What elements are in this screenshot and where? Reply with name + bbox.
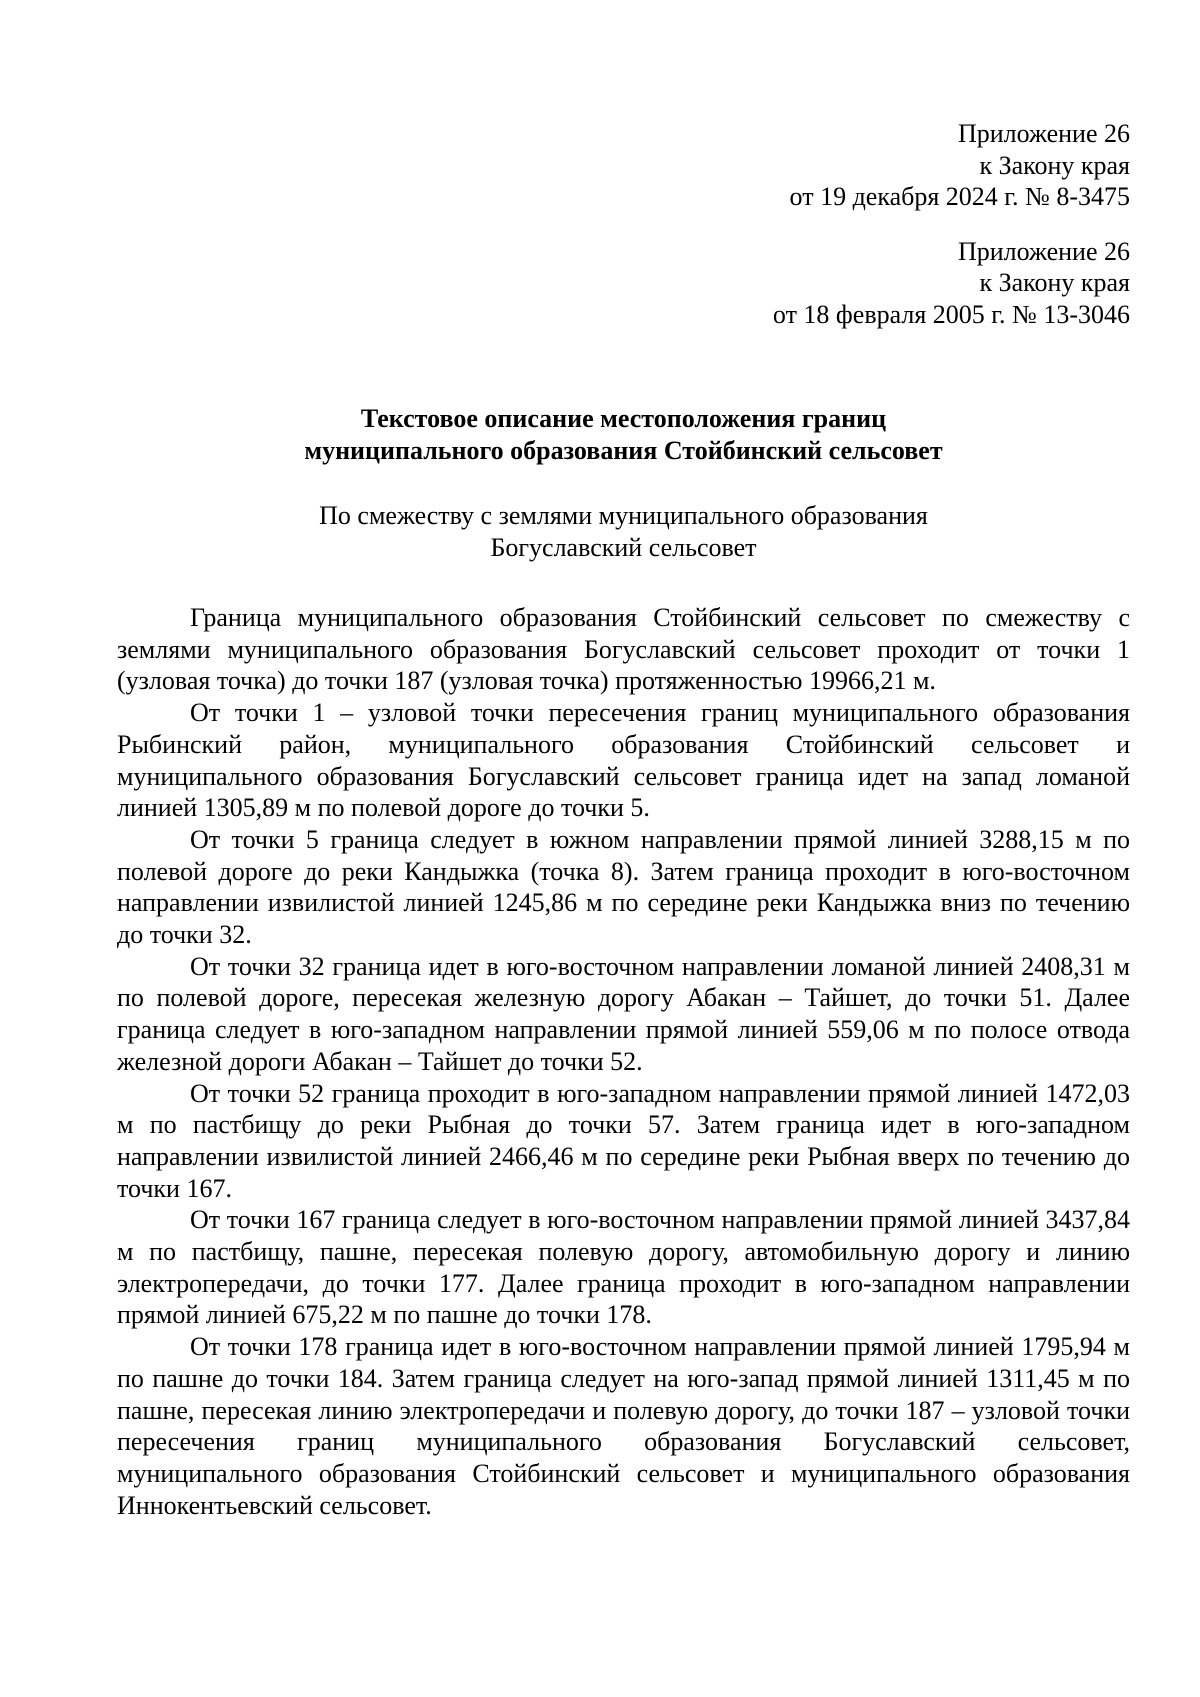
section-heading-line-1: По смежеству с землями муниципального образования <box>319 501 928 530</box>
document-title <box>117 403 1130 466</box>
paragraph-point-167: От точки 167 граница следует в юго-восточном направлении прямой линией 3437,84 м по пастбищу, пашне, пересекая полевую дорогу, автомобильную дорогу и линию электропередачи, до точки 177. Далее граница проходит в юго-западном направлении прямой линией 675,22 м по пашне до точки 178. <box>117 1205 1130 1330</box>
appendix-law-date: от 19 декабря 2024 г. № 8-3475 <box>789 182 1130 211</box>
appendix-number: Приложение 26 <box>957 119 1130 148</box>
paragraph-point-1: От точки 1 – узловой точки пересечения границ муниципального образования Рыбинский район, муниципального образования Стойбинский сельсовет и муниципального образования Богуславский сельсовет граница идет на запад ломаной линией 1305,89 м по полевой дороге до точки 5. <box>117 698 1130 823</box>
appendix-header-current <box>117 118 1130 213</box>
section-heading-line-2: Богуславский сельсовет <box>490 532 757 562</box>
appendix-law-date: от 18 февраля 2005 г. № 13-3046 <box>772 299 1130 329</box>
document-title-line-2: муниципального образования Стойбинский сельсовет <box>304 435 943 465</box>
paragraph-point-32: От точки 32 граница идет в юго-восточном направлении ломаной линией 2408,31 м по полевой дороге, пересекая железную дорогу Абакан – Тайшет, до точки 51. Далее граница следует в юго-западном направлении прямой линией 559,06 м по полосе отвода железной дороги Абакан – Тайшет до точки 52. <box>117 951 1130 1076</box>
paragraph-point-178: От точки 178 граница идет в юго-восточном направлении прямой линией 1795,94 м по пашне до точки 184. Затем граница следует на юго-запад прямой линией 1311,45 м по пашне, пересекая линию электропередачи и полевую дорогу, до точки 187 – узловой точки пересечения границ муниципального образования Богуславский сельсовет, муниципального образования Стойбинский сельсовет и муниципального образования Иннокентьевский сельсовет. <box>117 1332 1130 1520</box>
section-heading <box>117 500 1130 563</box>
appendix-header-original <box>117 236 1130 331</box>
appendix-number: Приложение 26 <box>957 236 1130 266</box>
appendix-law-ref: к Закону края <box>979 268 1130 297</box>
appendix-law-ref: к Закону края <box>979 150 1130 180</box>
paragraph-point-52: От точки 52 граница проходит в юго-западном направлении прямой линией 1472,03 м по пастбищу до реки Рыбная до точки 57. Затем граница идет в юго-западном направлении извилистой линией 2466,46 м по середине реки Рыбная вверх по течению до точки 167. <box>117 1078 1130 1203</box>
paragraph-point-5: От точки 5 граница следует в южном направлении прямой линией 3288,15 м по полевой дороге до реки Кандыжка (точка 8). Затем граница проходит в юго-восточном направлении извилистой линией 1245,86 м по середине реки Кандыжка вниз по течению до точки 32. <box>117 824 1130 950</box>
paragraph-summary: Граница муниципального образования Стойбинский сельсовет по смежеству с землями муниципального образования Богуславский сельсовет проходит от точки 1 (узловая точка) до точки 187 (узловая точка) протяженностью 19966,21 м. <box>117 603 1130 696</box>
boundary-description <box>117 602 1130 1521</box>
document-title-line-1: Текстовое описание местоположения границ <box>360 404 887 433</box>
